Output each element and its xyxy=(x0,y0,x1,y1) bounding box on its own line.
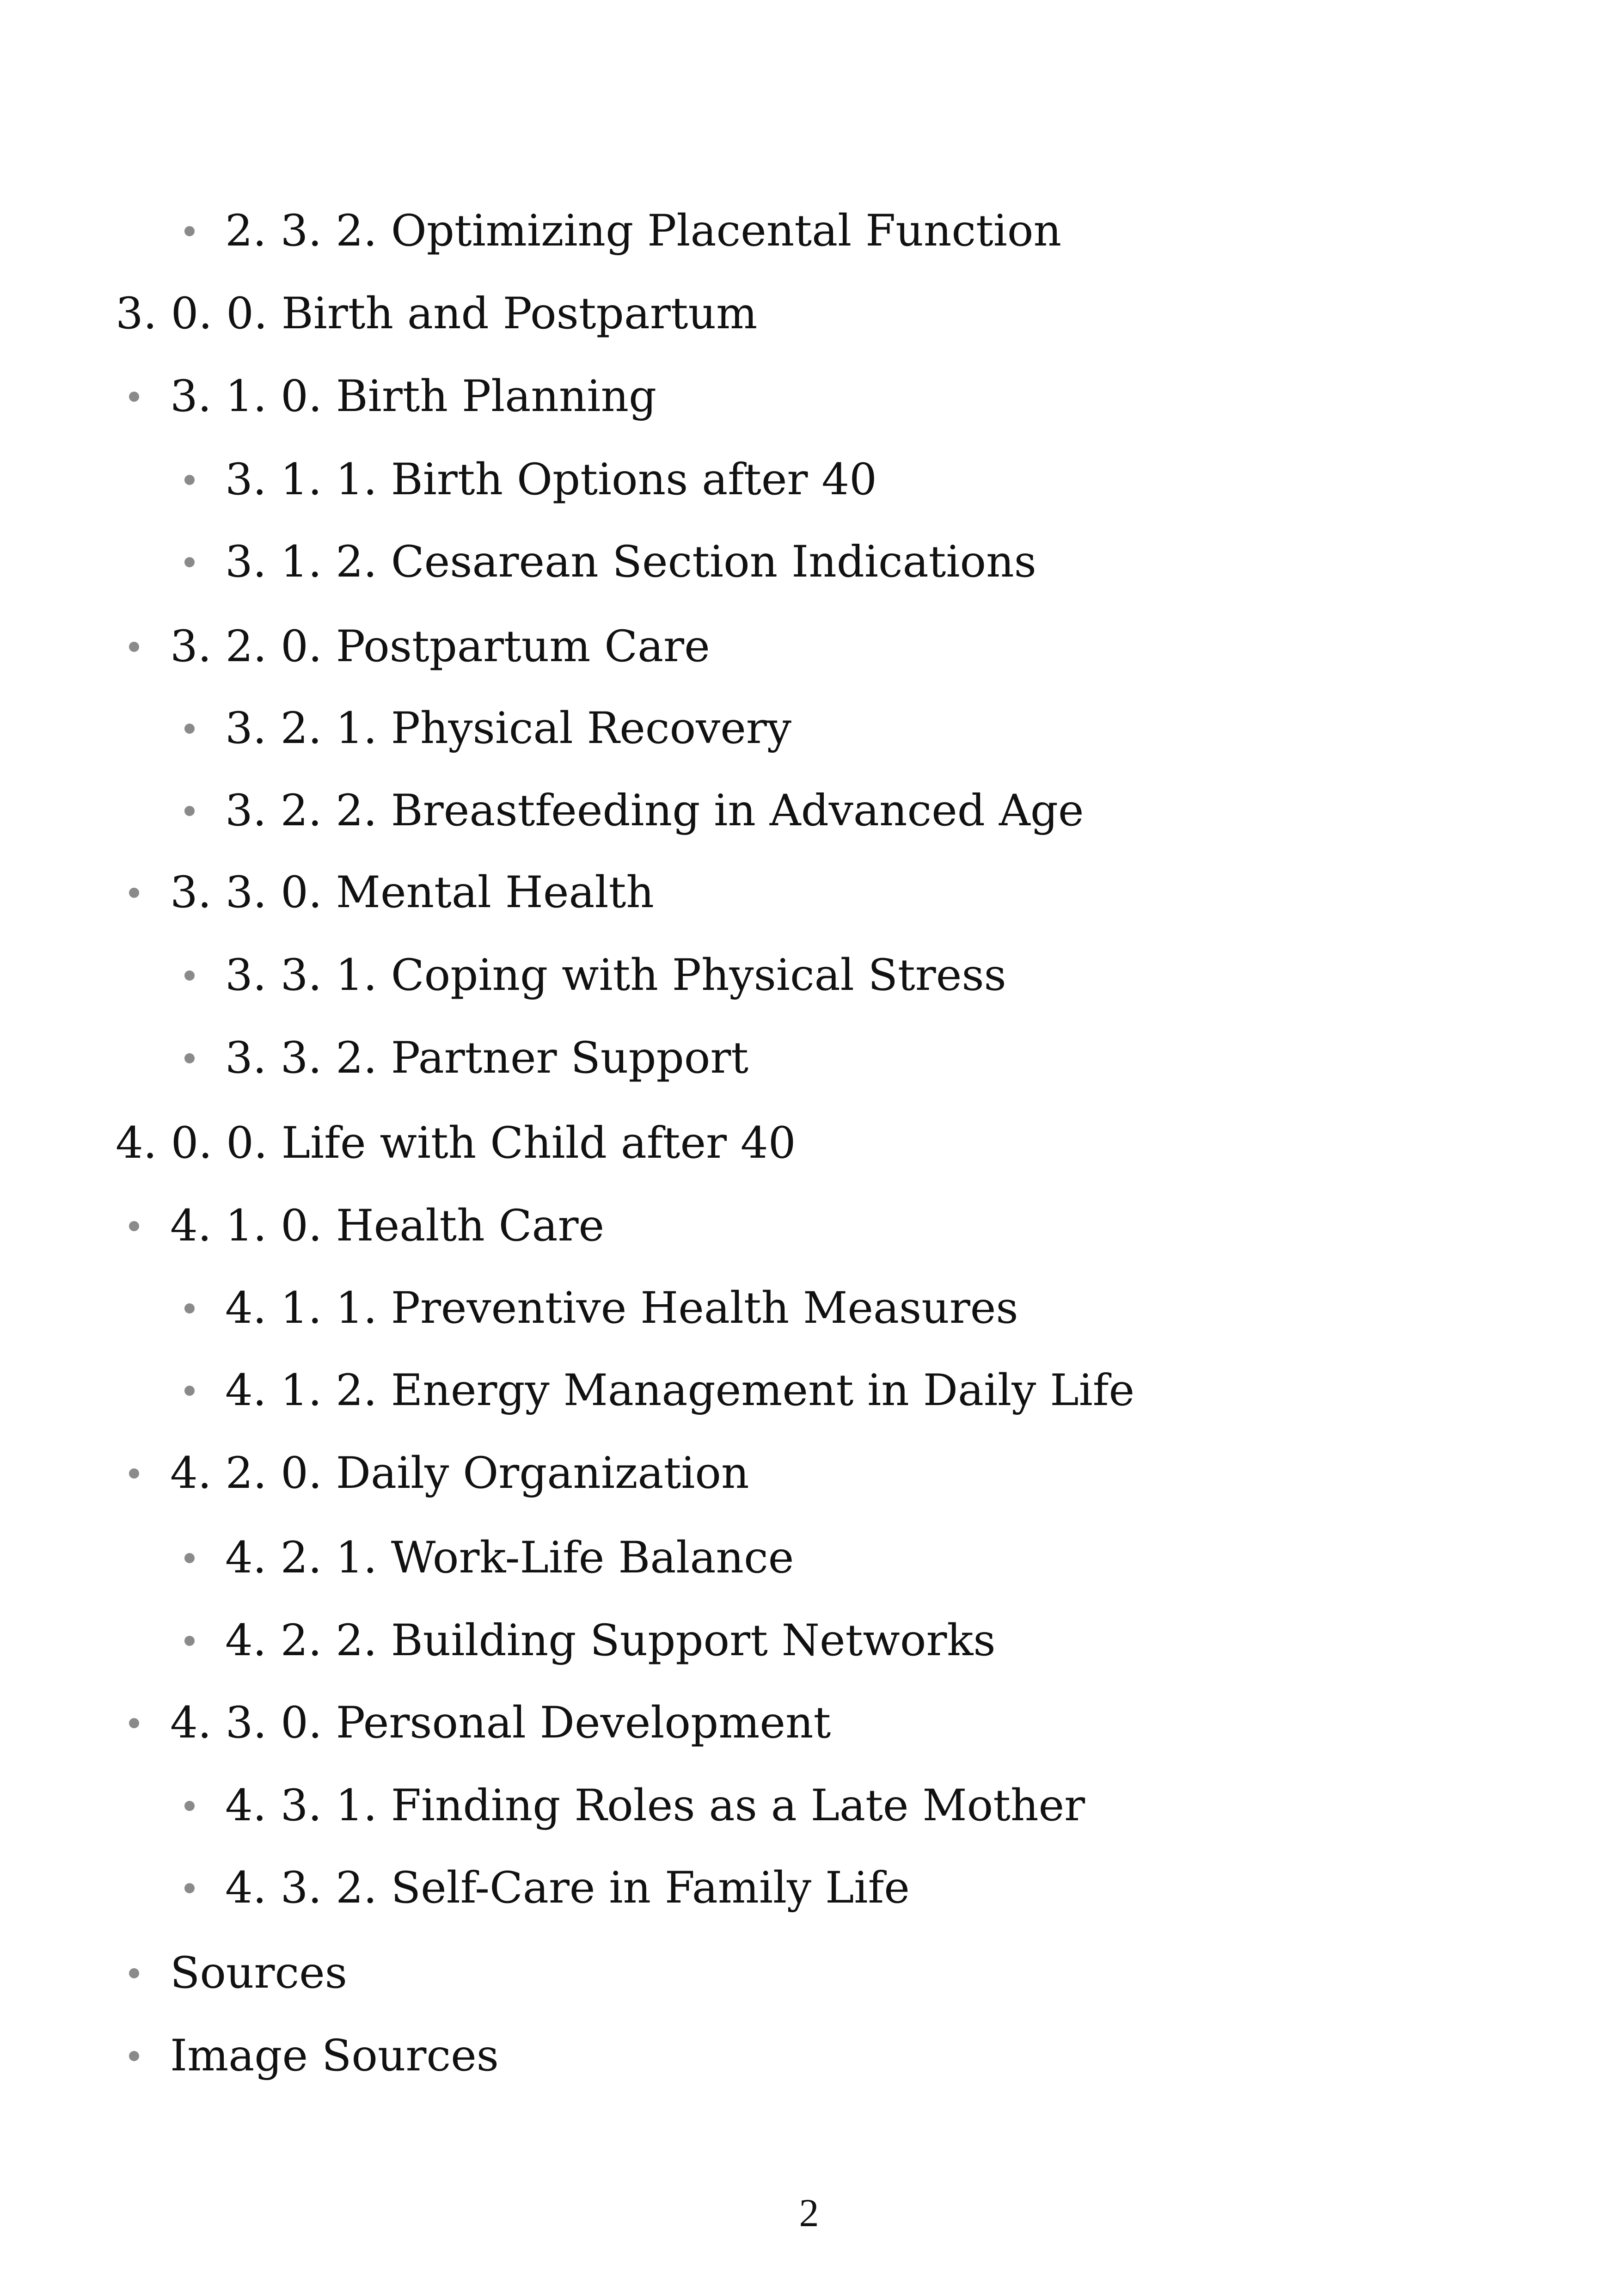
bullet-icon xyxy=(129,642,139,652)
page-number: 2 xyxy=(799,2191,819,2235)
bullet-icon xyxy=(129,1718,139,1728)
toc-list-item: 3. 1. 1. Birth Options after 40 xyxy=(225,454,877,505)
toc-list-item: 4. 3. 2. Self-Care in Family Life xyxy=(225,1863,910,1913)
toc-list-item: 2. 3. 2. Optimizing Placental Function xyxy=(225,206,1061,256)
bullet-icon xyxy=(184,970,195,981)
bullet-icon xyxy=(184,806,195,816)
bullet-icon xyxy=(129,1221,139,1231)
toc-list-item: 3. 2. 1. Physical Recovery xyxy=(225,703,791,754)
toc-list-item: 4. 1. 1. Preventive Health Measures xyxy=(225,1283,1018,1333)
toc-list-item: 4. 2. 2. Building Support Networks xyxy=(225,1615,996,1666)
toc-list-item: Sources xyxy=(170,1948,347,1998)
toc-list-item: 3. 1. 0. Birth Planning xyxy=(170,371,657,422)
bullet-icon xyxy=(184,1883,195,1893)
bullet-icon xyxy=(184,724,195,734)
toc-list-item: 3. 2. 2. Breastfeeding in Advanced Age xyxy=(225,786,1084,836)
toc-list-item: 3. 3. 0. Mental Health xyxy=(170,867,654,918)
bullet-icon xyxy=(129,1468,139,1479)
toc-list-item: 4. 3. 1. Finding Roles as a Late Mother xyxy=(225,1780,1085,1831)
bullet-icon xyxy=(129,2051,139,2061)
toc-list-item: 4. 2. 0. Daily Organization xyxy=(170,1448,749,1498)
toc-list-item: 4. 2. 1. Work-Life Balance xyxy=(225,1533,794,1583)
toc-list-item: 4. 1. 2. Energy Management in Daily Life xyxy=(225,1365,1135,1416)
bullet-icon xyxy=(184,1801,195,1811)
toc-chapter-heading: 4. 0. 0. Life with Child after 40 xyxy=(116,1118,796,1168)
toc-list-item: 3. 3. 2. Partner Support xyxy=(225,1033,749,1083)
toc-chapter-heading: 3. 0. 0. Birth and Postpartum xyxy=(116,289,758,339)
bullet-icon xyxy=(184,557,195,567)
bullet-icon xyxy=(184,226,195,236)
bullet-icon xyxy=(184,1303,195,1314)
bullet-icon xyxy=(129,888,139,898)
toc-list-item: 3. 2. 0. Postpartum Care xyxy=(170,621,710,672)
bullet-icon xyxy=(184,1053,195,1063)
toc-list-item: 4. 1. 0. Health Care xyxy=(170,1201,605,1251)
bullet-icon xyxy=(184,1553,195,1563)
bullet-icon xyxy=(184,475,195,485)
toc-list-item: 3. 1. 2. Cesarean Section Indications xyxy=(225,537,1036,587)
toc-list-item: 4. 3. 0. Personal Development xyxy=(170,1698,831,1748)
bullet-icon xyxy=(184,1636,195,1646)
bullet-icon xyxy=(129,392,139,402)
bullet-icon xyxy=(184,1386,195,1396)
toc-list-item: Image Sources xyxy=(170,2031,499,2081)
bullet-icon xyxy=(129,1968,139,1978)
toc-list-item: 3. 3. 1. Coping with Physical Stress xyxy=(225,950,1006,1001)
